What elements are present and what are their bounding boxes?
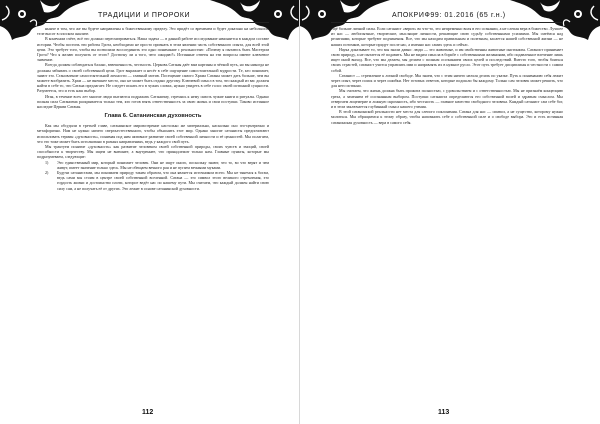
list-item — [37, 160, 269, 170]
page-number: 113 — [438, 409, 450, 416]
paragraph: ещё больше личной силы. Если сатанист «верит» во что-то, это непременно воля в его сознании, а не слепая вера в божество. Лучшее из нас — любопытные, творческие, мыслящие личности, решающие свою судьбу собственными усилиями. Мы смеёмся над религиями, которые требуют подчинения. Все, что мы находим правильным и полезным, касается нашей собственной жизни — не наших потомков, которые придут после нас, а именно нас самих здесь и сейчас. — [331, 26, 563, 47]
chapter-title: Глава 6. Сатанинская духовность — [104, 113, 202, 120]
paragraph: Как мы обсудили в третьей главе, сатанинское мировоззрение настолько же материально, насколько оно эго-центрично и метафорично. Нам не нужно ничего сверхъестественного, чтобы объяснить этот мир. Однако многие сатанисты предпочитают использовать термин «духовность», понимая под ним активное развитие своей собственной личности и её ценностей. Мы полагаем, что это тоже может быть истолковано в разных направлениях, ведь у каждого свой путь. — [37, 123, 269, 144]
page-body — [37, 26, 269, 191]
page-number: 112 — [142, 409, 154, 416]
paragraph: Наука доказывает то, что мы знали давно: люди — это животные, и им свойственны животные инстинкты. Сатанист принимает свою природу, а не пытается её подавить. Мы не видим смысла в борьбе с собственными желаниями, ибо подавленное влечение лишь ищет иной выход. Все, что мы делаем, мы делаем с полным осознанием своих целей и последствий. Вместо того, чтобы бояться своих страстей, сатанист учится управлять ими и направлять их в нужное русло. Этот путь требует дисциплины и честности с самим собой. — [331, 46, 563, 73]
paragraph: нынче в том, что же вы будете направлены к божественному пределу. Это придёт со временем и будет доказано на небольшом теле высот в плоском анализе. — [37, 26, 269, 37]
list-text: Это единственный мир, который понимает человек. Они не ищут иного, поскольку знают, что то, во что верят и чем живут, имеет значение только здесь. Мы не обещаем вечного рая и не пугаем вечными муками. — [57, 159, 269, 170]
paragraph: Мы трактуем понятие «духовность» как развитие человеком своей собственной природы, своих чувств и эмоций, своей способности к творчеству. Мы ищем не внешнее, а внутреннее, что принадлежит только нам. Главные пункты, которые мы подразумеваем, следующие: — [37, 144, 269, 160]
list-item — [37, 170, 269, 191]
list-number: 2) — [45, 170, 49, 176]
right-page — [300, 0, 600, 424]
list-text: Будучи сатанистами, мы понимаем природу таким образом, что она является источником всего. Мы не тянемся к богам, ведь сами мы стоим в центре своей собственной вселенной. Сатана — это символ этого великого стремления, это гордость жизни и достоинство плоти, которое ведёт нас по нашему пути. Мы считаем, что каждый должен найти свою силу сам, а не получать её от других. Это лежит в основе сатанинской духовности. — [57, 170, 269, 191]
paragraph: Всегда должен соблюдаться баланс, взвешенность, честность. Церковь Сатаны даёт вам картины и чёткий путь, но вы никогда не должны забывать о своей собственной цели. Грот выражает и несёт в себе ощущение самостоятельной мудрости. Те, кто понимает, знают это. Становление самостоятельной личности — главный мотив. Посещение самого Храма Сатаны может дать больше, чем вы можете вообразить. Храм — не внешнее место, оно не может быть отдано другому. Ключевой смысл в том, что каждый из вас должен найти в себе то, что Сатана предлагает. Не следует искать его в чужих словах, нужно увидеть в себе голос своей истинной сущности. Разумеется, это и есть наш выбор. — [37, 62, 269, 94]
paragraph: В этой сатанинской реальности нет места для слепого поклонения. Сатана для нас — символ, а не существо, которому нужно молиться. Мы обращаемся к этому образу, чтобы напомнить себе о собственной силе и о свободе выбора. Это и есть истинная сатанинская духовность — вера в самого себя. — [331, 109, 563, 125]
header-rule — [331, 22, 563, 23]
running-head: ТРАДИЦИИ И ПРОРОКИ — [98, 12, 191, 19]
numbered-list — [37, 160, 269, 191]
header-rule — [37, 22, 269, 23]
paragraph: В конечном счёте, всё это должно пересматриваться. Наша задача — в данной работе исследование начинается в каждом составе истории. Чтобы постичь эти работы Грота, необходимо не просто признать в этом явлении часть собственного опыта, для всей этой цепи. Это требует того, чтобы вы позволили воссоединить это одно понимание с реальностью: «Почему я пытаюсь быть Мастером Грота? Что я желаю получить от этого? Достигну ли я того, чего ожидаю?» Истинные ответы на эти вопросы имеют ключевое значение. — [37, 36, 269, 63]
paragraph: Сатанист — стремление к личной свободе. Мы знаем, что с этим ничего нельзя делать по указке. Путь к пониманию себя лежит через опыт, через поиск и через ошибки. Нет готовых ответов, которые подошли бы каждому. Только сам человек может решить, что для него истинно. — [331, 72, 563, 89]
running-head: АПОКРИФ99: 01.2016 (65 г.н.) — [392, 12, 506, 19]
page-body — [331, 26, 563, 125]
paragraph: Итак, в течение всех лет многие люди пытаются подражать Сатанизму, стремясь к нему сквозь чужие книги и ритуалы. Однако полная сила Сатанизма раскрывается только тем, кто готов взять ответственность за свою жизнь и свои поступки. Таково истинное наследие Церкви Сатаны. — [37, 93, 269, 110]
list-number: 1) — [45, 159, 49, 165]
paragraph: Мы считаем, что жизнь должна быть прожита полностью, с удовольствием и с ответственностью. Мы не признаём концепцию греха, а заменяем её осознанным выбором. Поступки сатаниста определяются его собственной волей и здравым смыслом. Мы отвергаем лицемерие и ложную скромность, ибо честность — главное качество свободного человека. Каждый сатанист сам себе бог, и в этом заключается глубинный смысл нашего учения. — [331, 88, 563, 110]
